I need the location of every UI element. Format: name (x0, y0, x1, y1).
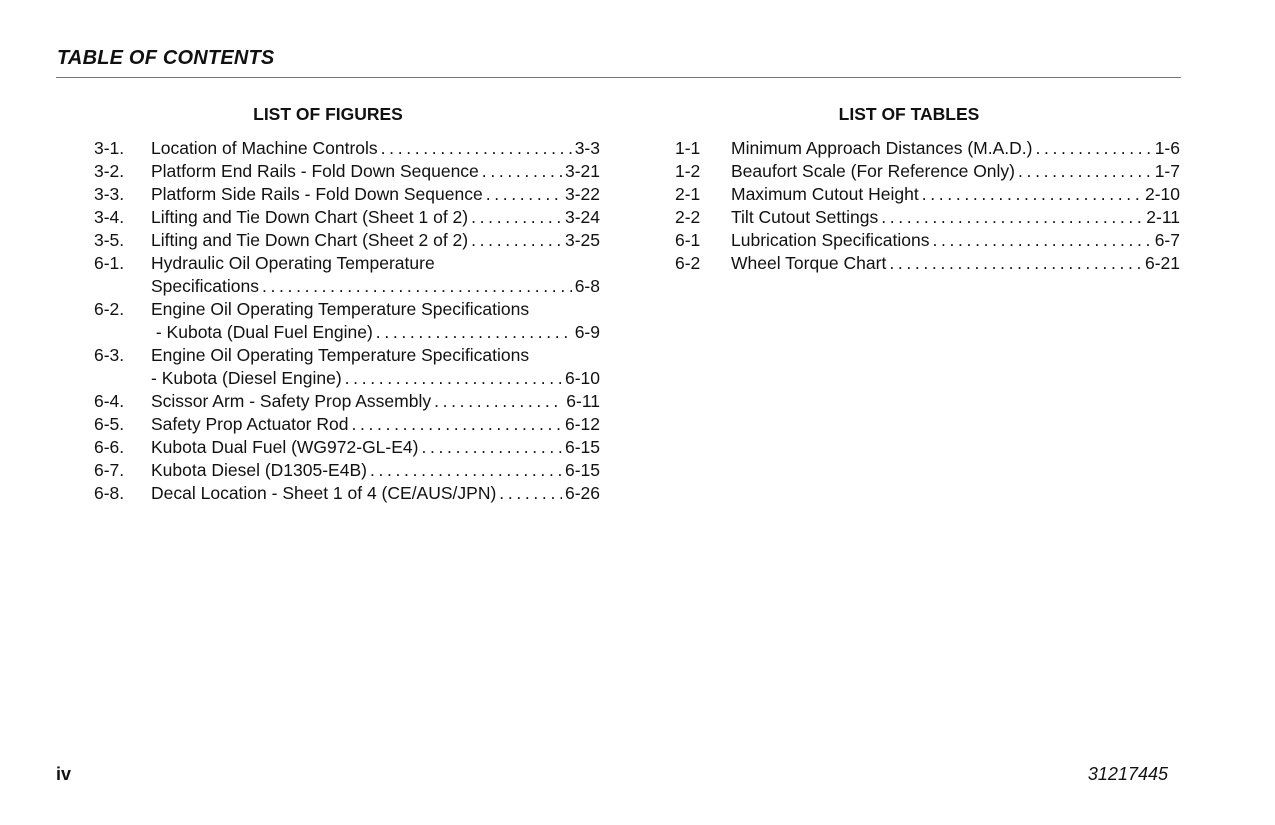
entry-title: Lifting and Tie Down Chart (Sheet 1 of 2) (151, 207, 469, 227)
entry-title: Platform End Rails - Fold Down Sequence (151, 161, 479, 181)
dot-leader (471, 206, 562, 229)
entry-number: 2-2 (675, 207, 701, 227)
entry-number: 1-1 (675, 138, 701, 158)
entry-page-number: 3-22 (564, 184, 600, 204)
dot-leader (486, 183, 562, 206)
list-of-figures (94, 137, 600, 505)
dot-leader (434, 390, 563, 413)
entry-page-number: 6-26 (564, 483, 600, 503)
dot-leader (471, 229, 562, 252)
dot-leader (345, 367, 562, 390)
entry-page-number: 2-10 (1144, 184, 1180, 204)
entry-number: 3-1. (94, 138, 125, 158)
dot-leader (922, 183, 1142, 206)
entry-number: 6-4. (94, 391, 125, 411)
figure-entry[interactable] (94, 206, 600, 229)
entry-page-number: 3-25 (564, 230, 600, 250)
table-entry[interactable] (675, 206, 1180, 229)
dot-leader (881, 206, 1143, 229)
entry-title: Hydraulic Oil Operating Temperature (151, 253, 435, 273)
entry-page-number: 6-15 (564, 460, 600, 480)
entry-number: 2-1 (675, 184, 701, 204)
entry-number: 3-5. (94, 230, 125, 250)
entry-number: 6-2 (675, 253, 701, 273)
list-of-tables-heading: LIST OF TABLES (838, 104, 980, 124)
entry-page-number: 6-15 (564, 437, 600, 457)
list-of-tables (675, 137, 1180, 275)
entry-title: Kubota Dual Fuel (WG972-GL-E4) (151, 437, 419, 457)
entry-page-number: 3-21 (564, 161, 600, 181)
entry-number: 6-1 (675, 230, 701, 250)
figure-entry[interactable] (94, 482, 600, 505)
entry-title: Tilt Cutout Settings (731, 207, 879, 227)
dot-leader (376, 321, 572, 344)
entry-title: Safety Prop Actuator Rod (151, 414, 349, 434)
entry-page-number: 3-3 (574, 138, 600, 158)
entry-number: 6-1. (94, 253, 125, 273)
entry-title: Specifications (151, 276, 259, 296)
table-entry[interactable] (675, 183, 1180, 206)
dot-leader (1035, 137, 1151, 160)
dot-leader (1018, 160, 1152, 183)
dot-leader (932, 229, 1151, 252)
entry-number: 3-4. (94, 207, 125, 227)
dot-leader (889, 252, 1142, 275)
figure-entry[interactable] (94, 390, 600, 413)
table-entry[interactable] (675, 137, 1180, 160)
entry-title: Lifting and Tie Down Chart (Sheet 2 of 2) (151, 230, 469, 250)
entry-number: 6-7. (94, 460, 125, 480)
entry-page-number: 2-11 (1146, 207, 1180, 227)
entry-title: Kubota Diesel (D1305-E4B) (151, 460, 367, 480)
entry-number: 3-3. (94, 184, 125, 204)
figure-entry[interactable] (94, 252, 600, 298)
entry-title: Wheel Torque Chart (731, 253, 887, 273)
entry-page-number: 6-7 (1154, 230, 1180, 250)
entry-page-number: 6-8 (574, 276, 600, 296)
figure-entry[interactable] (94, 137, 600, 160)
figure-entry[interactable] (94, 413, 600, 436)
dot-leader (370, 459, 562, 482)
figure-entry[interactable] (94, 183, 600, 206)
entry-number: 6-8. (94, 483, 125, 503)
entry-number: 6-3. (94, 345, 125, 365)
entry-page-number: 1-7 (1154, 161, 1180, 181)
figure-entry[interactable] (94, 436, 600, 459)
entry-title: - Kubota (Diesel Engine) (151, 368, 342, 388)
entry-page-number: 6-11 (566, 391, 600, 411)
entry-title: Maximum Cutout Height (731, 184, 919, 204)
figure-entry[interactable] (94, 298, 600, 344)
entry-title: - Kubota (Dual Fuel Engine) (151, 322, 373, 342)
entry-title: Beaufort Scale (For Reference Only) (731, 161, 1016, 181)
entry-title: Scissor Arm - Safety Prop Assembly (151, 391, 432, 411)
entry-title: Engine Oil Operating Temperature Specifications (151, 299, 530, 319)
entry-title: Minimum Approach Distances (M.A.D.) (731, 138, 1033, 158)
entry-page-number: 6-12 (564, 414, 600, 434)
entry-title: Decal Location - Sheet 1 of 4 (CE/AUS/JPN) (151, 483, 497, 503)
entry-title: Platform Side Rails - Fold Down Sequence (151, 184, 483, 204)
entry-number: 1-2 (675, 161, 701, 181)
entry-number: 3-2. (94, 161, 125, 181)
list-of-figures-heading: LIST OF FIGURES (253, 104, 403, 124)
dot-leader (499, 482, 562, 505)
figure-entry[interactable] (94, 459, 600, 482)
dot-leader (421, 436, 561, 459)
entry-page-number: 3-24 (564, 207, 600, 227)
entry-title: Engine Oil Operating Temperature Specifications (151, 345, 530, 365)
table-entry[interactable] (675, 252, 1180, 275)
header-divider (56, 77, 1181, 78)
entry-page-number: 6-21 (1144, 253, 1180, 273)
dot-leader (351, 413, 561, 436)
entry-number: 6-5. (94, 414, 125, 434)
table-entry[interactable] (675, 229, 1180, 252)
entry-number: 6-6. (94, 437, 125, 457)
entry-page-number: 6-10 (564, 368, 600, 388)
dot-leader (482, 160, 562, 183)
page-number: iv (56, 764, 72, 784)
page-header-title: TABLE OF CONTENTS (57, 47, 275, 69)
entry-title: Location of Machine Controls (151, 138, 378, 158)
figure-entry[interactable] (94, 344, 600, 390)
entry-title: Lubrication Specifications (731, 230, 930, 250)
figure-entry[interactable] (94, 160, 600, 183)
entry-number: 6-2. (94, 299, 125, 319)
dot-leader (262, 275, 572, 298)
entry-page-number: 1-6 (1154, 138, 1180, 158)
figure-entry[interactable] (94, 229, 600, 252)
dot-leader (381, 137, 572, 160)
table-entry[interactable] (675, 160, 1180, 183)
entry-page-number: 6-9 (574, 322, 600, 342)
document-number: 31217445 (1087, 764, 1168, 784)
